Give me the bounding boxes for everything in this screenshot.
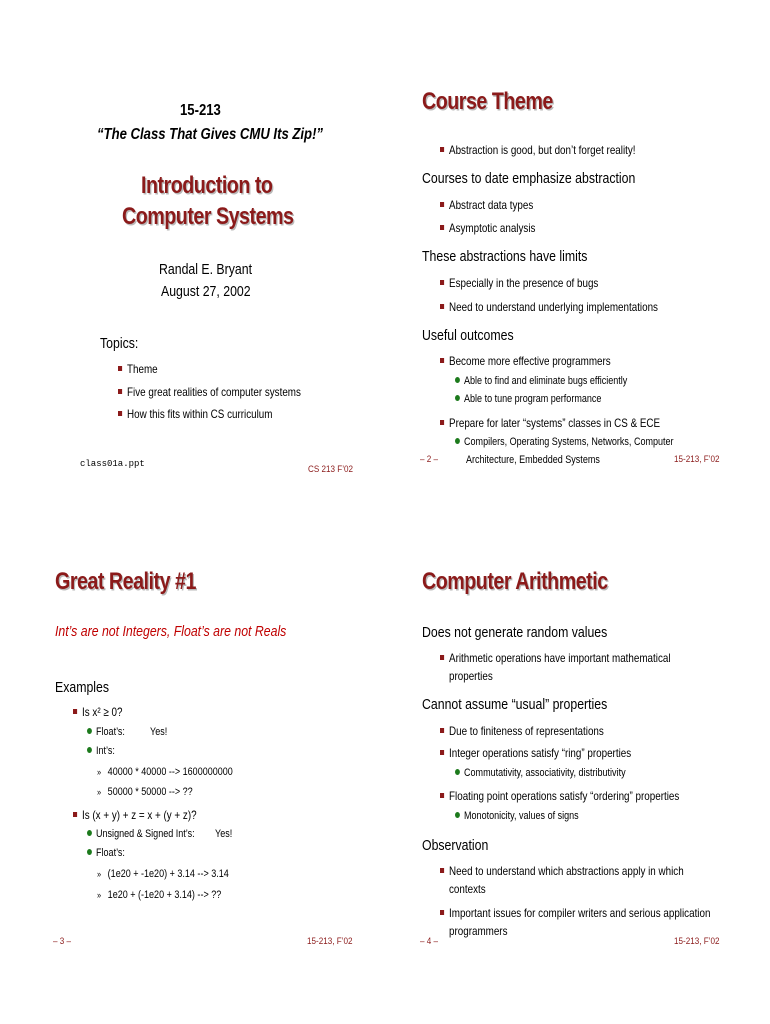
slide-3 [35, 540, 405, 1010]
bullet-item: Due to finiteness of representations [440, 724, 604, 738]
section-heading: Courses to date emphasize abstraction [422, 170, 636, 187]
bullet-item: Abstract data types [440, 198, 533, 212]
square-bullet-icon [440, 225, 444, 230]
slide-title: Great Reality #1 [55, 568, 196, 595]
square-bullet-icon [440, 655, 444, 660]
section-heading: Observation [422, 837, 489, 854]
square-bullet-icon [440, 202, 444, 207]
slide-footer: CS 213 F’02 [308, 464, 354, 474]
square-bullet-icon [118, 389, 122, 394]
page-number: – 4 – [420, 936, 439, 946]
round-bullet-icon [455, 395, 460, 401]
round-bullet-icon [87, 849, 92, 855]
course-tagline: “The Class That Gives CMU Its Zip!” [97, 126, 323, 143]
topic-item: Theme [118, 362, 158, 376]
round-bullet-icon [455, 438, 460, 444]
sub-bullet-continuation: Architecture, Embedded Systems [466, 454, 600, 466]
slide-footer: 15-213, F’02 [674, 454, 720, 464]
sub-bullet-item: Int’s: [87, 745, 115, 757]
answer-text: Yes! [215, 828, 233, 840]
sub-bullet-item: Able to find and eliminate bugs efficiently [455, 375, 627, 387]
section-heading: Examples [55, 679, 110, 696]
double-chevron-icon: » [97, 869, 102, 879]
section-heading: Cannot assume “usual” properties [422, 696, 608, 713]
bullet-item: Is x² ≥ 0? [73, 705, 122, 719]
bullet-continuation: contexts [449, 882, 486, 896]
sub-bullet-item: Compilers, Operating Systems, Networks, Computer [455, 436, 674, 448]
bullet-item: Important issues for compiler writers and serious application [440, 906, 710, 920]
double-chevron-icon: » [97, 767, 102, 777]
answer-text: Yes! [150, 726, 168, 738]
square-bullet-icon [118, 411, 122, 416]
sub-bullet-item: Float’s: [87, 726, 125, 738]
bullet-continuation: programmers [449, 924, 508, 938]
square-bullet-icon [73, 709, 77, 714]
round-bullet-icon [455, 377, 460, 383]
sub-bullet-item: Able to tune program performance [455, 393, 601, 405]
slide-title: Computer Arithmetic [422, 568, 608, 595]
topic-item: Five great realities of computer systems [118, 385, 301, 399]
bullet-item: Need to understand which abstractions apply in which [440, 864, 684, 878]
bullet-item: Arithmetic operations have important mathematical [440, 651, 671, 665]
bullet-item: Floating point operations satisfy “ordering” properties [440, 789, 679, 803]
slide-title-line2: Computer Systems [122, 203, 294, 230]
slide-title: Course Theme [422, 88, 553, 115]
section-heading: Useful outcomes [422, 327, 514, 344]
file-name: class01a.ppt [80, 459, 145, 469]
slide-title-line1: Introduction to [141, 172, 273, 199]
double-chevron-icon: » [97, 890, 102, 900]
round-bullet-icon [455, 812, 460, 818]
section-heading: Does not generate random values [422, 624, 608, 641]
square-bullet-icon [440, 147, 444, 152]
sub-bullet-item: Monotonicity, values of signs [455, 810, 579, 822]
course-number: 15-213 [180, 102, 221, 119]
page-number: – 2 – [420, 454, 439, 464]
double-chevron-icon: » [97, 787, 102, 797]
slide-footer: 15-213, F’02 [674, 936, 720, 946]
example-item: » 1e20 + (-1e20 + 3.14) --> ?? [97, 889, 222, 901]
bullet-item: Need to understand underlying implementations [440, 300, 658, 314]
bullet-item: Integer operations satisfy “ring” properties [440, 746, 631, 760]
slide-2 [400, 60, 770, 530]
slide-footer: 15-213, F’02 [307, 936, 353, 946]
square-bullet-icon [440, 868, 444, 873]
square-bullet-icon [440, 793, 444, 798]
bullet-item: Asymptotic analysis [440, 221, 535, 235]
example-item: » 50000 * 50000 --> ?? [97, 786, 193, 798]
square-bullet-icon [73, 812, 77, 817]
example-item: » (1e20 + -1e20) + 3.14 --> 3.14 [97, 868, 229, 880]
section-heading: These abstractions have limits [422, 248, 588, 265]
slide-subtitle: Int’s are not Integers, Float’s are not Reals [55, 623, 287, 640]
page-number: – 3 – [53, 936, 72, 946]
author-name: Randal E. Bryant [159, 261, 252, 278]
bullet-item: Especially in the presence of bugs [440, 276, 598, 290]
example-item: » 40000 * 40000 --> 1600000000 [97, 766, 233, 778]
bullet-continuation: properties [449, 669, 493, 683]
bullet-item: Prepare for later “systems” classes in CS & ECE [440, 416, 660, 430]
square-bullet-icon [440, 280, 444, 285]
sub-bullet-item: Float’s: [87, 847, 125, 859]
round-bullet-icon [87, 830, 92, 836]
square-bullet-icon [440, 910, 444, 915]
topics-heading: Topics: [100, 335, 139, 352]
bullet-item: Become more effective programmers [440, 354, 611, 368]
sub-bullet-item: Unsigned & Signed Int’s: [87, 828, 195, 840]
round-bullet-icon [455, 769, 460, 775]
square-bullet-icon [440, 358, 444, 363]
bullet-item: Abstraction is good, but don’t forget reality! [440, 143, 636, 157]
topic-item: How this fits within CS curriculum [118, 407, 272, 421]
square-bullet-icon [440, 304, 444, 309]
presentation-date: August 27, 2002 [161, 283, 251, 300]
slide-4 [400, 540, 770, 1010]
square-bullet-icon [440, 420, 444, 425]
bullet-item: Is (x + y) + z = x + (y + z)? [73, 808, 197, 822]
square-bullet-icon [440, 750, 444, 755]
sub-bullet-item: Commutativity, associativity, distributivity [455, 767, 626, 779]
slide-1 [20, 60, 390, 530]
square-bullet-icon [440, 728, 444, 733]
round-bullet-icon [87, 747, 92, 753]
round-bullet-icon [87, 728, 92, 734]
square-bullet-icon [118, 366, 122, 371]
